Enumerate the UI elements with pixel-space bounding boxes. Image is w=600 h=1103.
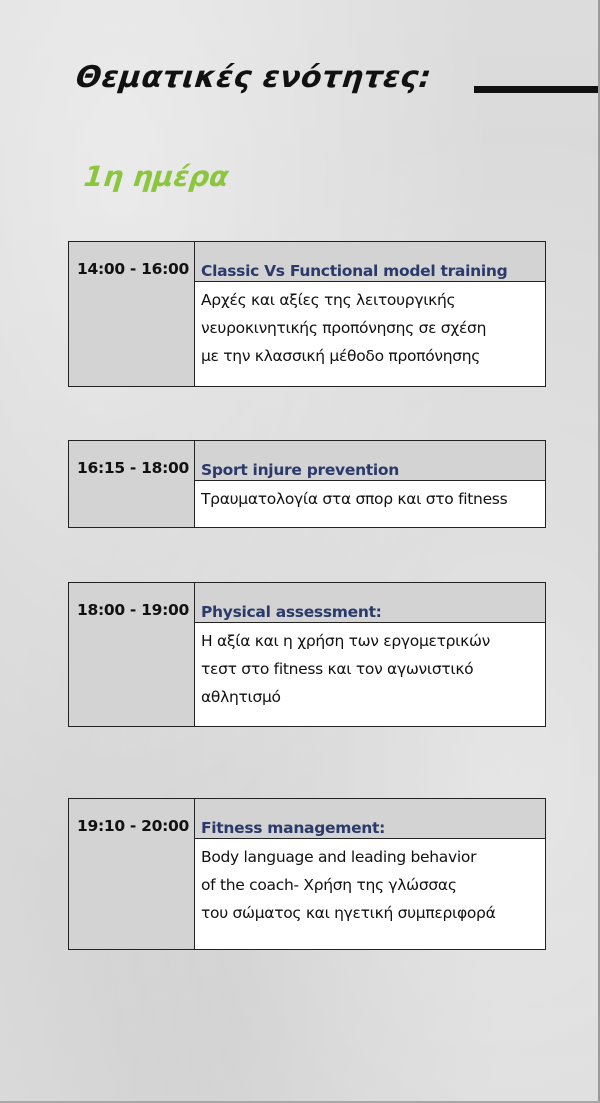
session-content [195, 441, 545, 527]
session-topic: Sport injure prevention [201, 461, 400, 479]
session-topic: Classic Vs Functional model training [201, 262, 508, 280]
session-time: 18:00 - 19:00 [77, 601, 190, 619]
session-topic: Physical assessment: [201, 603, 382, 621]
session-description: Η αξία και η χρήση των εργομετρικών τεστ στο fitness και τον αγωνιστικό αθλητισμό [195, 623, 545, 726]
session-topic-header [195, 799, 545, 839]
session-time-cell [69, 799, 195, 949]
session-block [68, 582, 546, 727]
session-description: Body language and leading behavior of the coach- Χρήση της γλώσσας του σώματος και ηγετική συμπεριφορά [195, 839, 545, 949]
session-description: Τραυματολογία στα σπορ και στο fitness [195, 481, 545, 527]
session-block [68, 241, 546, 387]
page-title: Θεματικές ενότητες: [74, 60, 434, 95]
session-time-cell [69, 583, 195, 726]
session-block [68, 440, 546, 528]
session-time: 16:15 - 18:00 [77, 459, 190, 477]
title-underline-rule [474, 86, 600, 93]
session-content [195, 583, 545, 726]
session-topic: Fitness management: [201, 819, 386, 837]
session-time: 19:10 - 20:00 [77, 817, 190, 835]
session-time-cell [69, 441, 195, 527]
day-heading: 1η ημέρα [82, 160, 231, 193]
session-topic-header [195, 242, 545, 282]
session-topic-header [195, 441, 545, 481]
session-time: 14:00 - 16:00 [77, 260, 190, 278]
session-content [195, 242, 545, 386]
session-description: Αρχές και αξίες της λειτουργικής νευροκινητικής προπόνησης σε σχέση με την κλασσική μέθοδο προπόνησης [195, 282, 545, 386]
session-time-cell [69, 242, 195, 386]
session-content [195, 799, 545, 949]
session-topic-header [195, 583, 545, 623]
session-block [68, 798, 546, 950]
